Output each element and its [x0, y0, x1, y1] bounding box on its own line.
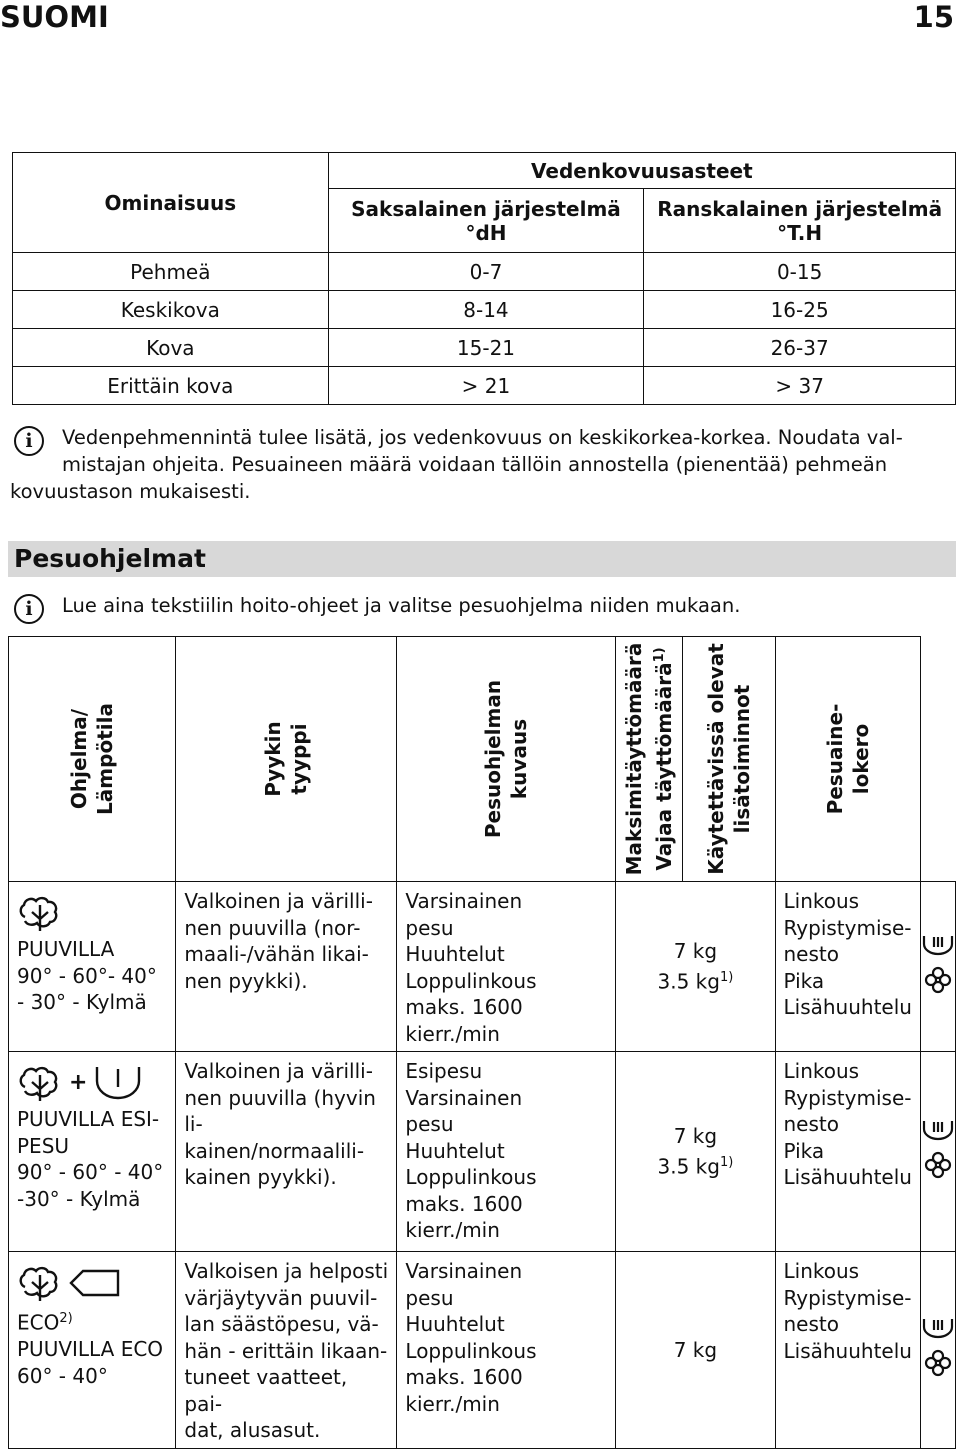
type-line: maali-/vähän likai-: [184, 942, 369, 966]
type-line: Valkoinen ja värilli-: [184, 1059, 373, 1083]
col-french-header: [644, 189, 956, 253]
type-line: Valkoisen ja helposti: [184, 1259, 389, 1283]
max-load: 7 kg: [673, 1124, 718, 1149]
footnote-mark: 1): [719, 1154, 734, 1170]
description-cell: [397, 1252, 616, 1449]
softener-compartment-icon: [923, 965, 953, 995]
description-line: kierr./min: [405, 1218, 500, 1242]
reduced-load-value: 3.5 kg: [657, 1154, 720, 1179]
program-name: PUUVILLA ECO: [17, 1337, 164, 1362]
options-cell: [775, 882, 921, 1052]
note-line: Vedenpehmennintä tulee lisätä, jos vedenkovuus on keskikorkea-korkea. Noudata val-: [62, 426, 903, 449]
detergent-cell: [921, 882, 956, 1052]
col-french-unit: °T.H: [777, 220, 823, 245]
type-line: lan säästöpesu, vä-: [184, 1312, 379, 1336]
type-line: dat, alusasut.: [184, 1418, 321, 1442]
type-line: nen puuvilla (nor-: [184, 915, 361, 940]
info-icon: i: [14, 594, 44, 624]
description-line: pesu: [405, 1112, 454, 1136]
program-cell: [9, 882, 176, 1052]
option-item: Lisähuuhtelu: [783, 1165, 912, 1189]
type-line: kainen/normaalili-: [184, 1138, 365, 1163]
description-cell: [397, 1052, 616, 1252]
table-row: [13, 253, 956, 291]
load-cell: [616, 882, 775, 1052]
note-line: kovuustason mukaisesti.: [10, 480, 251, 503]
description-line: maks. 1600: [405, 995, 523, 1019]
type-line: nen pyykki).: [184, 968, 308, 993]
option-item: nesto: [783, 942, 839, 966]
note-care-labels: Lue aina tekstiilin hoito-ohjeet ja valitse pesuohjelma niiden mukaan.: [62, 594, 741, 617]
option-item: Linkous: [783, 1059, 860, 1083]
description-line: Esipesu: [405, 1059, 483, 1083]
type-line: värjäytyvän puuvil-: [184, 1285, 378, 1310]
description-line: pesu: [405, 1285, 454, 1310]
type-line: Valkoinen ja värilli-: [184, 889, 373, 913]
cotton-icon: [17, 893, 63, 933]
language-label: SUOMI: [0, 0, 109, 34]
col-description-header: [397, 637, 616, 882]
header-line: Pesuaine-: [822, 703, 847, 815]
type-line: tuneet vaatteet, pai-: [184, 1365, 348, 1416]
option-item: Linkous: [783, 1259, 860, 1283]
reduced-load: [616, 965, 774, 995]
row-name: Pehmeä: [13, 253, 329, 291]
col-german-unit: °dH: [465, 220, 507, 245]
option-item: Rypistymise-: [783, 1085, 912, 1110]
cotton-icon: [17, 1063, 63, 1103]
header-line: lisätoiminnot: [729, 684, 754, 834]
table-row: [13, 291, 956, 329]
section-title: Pesuohjelmat: [14, 544, 206, 573]
col-detergent-header: [775, 637, 921, 882]
option-item: Linkous: [783, 889, 860, 913]
header-line: Käytettävissä olevat: [703, 643, 728, 875]
header-line: lokero: [848, 723, 873, 795]
col-options-header: [683, 637, 775, 882]
description-line: Huuhtelut: [405, 1312, 505, 1336]
description-line: kierr./min: [405, 1391, 500, 1416]
main-wash-compartment-icon: [921, 932, 955, 958]
option-item: Rypistymise-: [783, 1285, 912, 1310]
option-item: nesto: [783, 1112, 839, 1136]
detergent-cell: [921, 1052, 956, 1252]
program-name: PUUVILLA ESI-: [17, 1107, 160, 1131]
program-eco-label: ECO: [17, 1310, 60, 1335]
program-cell: [9, 1252, 176, 1449]
row-th: 16-25: [644, 291, 956, 329]
note-line: mistajan ohjeita. Pesuaineen määrä voidaan tällöin annostella (pienentää) pehmeän: [62, 453, 888, 476]
header-line: Pyykin: [261, 721, 286, 797]
reduced-load-value: 3.5 kg: [657, 969, 720, 994]
max-load: 7 kg: [673, 1337, 718, 1362]
water-hardness-table: [12, 152, 956, 405]
header-line: Pesuohjelman: [481, 679, 506, 839]
header-text: Vajaa täyttömäärä: [652, 662, 677, 871]
table-row: [13, 367, 956, 405]
type-cell: [176, 882, 397, 1052]
col-load-header: [616, 637, 683, 882]
row-dh: 0-7: [328, 253, 644, 291]
row-th: 26-37: [644, 329, 956, 367]
row-name: Keskikova: [13, 291, 329, 329]
footnote-mark: 1): [652, 647, 668, 663]
program-cell: [9, 1052, 176, 1252]
description-line: pesu: [405, 915, 454, 940]
option-item: Rypistymise-: [783, 915, 912, 940]
description-line: Varsinainen: [405, 1259, 523, 1283]
table-row: [13, 329, 956, 367]
prewash-icon: [93, 1063, 143, 1103]
type-line: hän - erittäin likaan-: [184, 1338, 388, 1363]
description-line: Varsinainen: [405, 889, 523, 913]
option-item: Pika: [783, 968, 825, 993]
softener-compartment-icon: [923, 1150, 953, 1180]
col-german-header: [328, 189, 644, 253]
row-name: Kova: [13, 329, 329, 367]
description-line: maks. 1600: [405, 1365, 523, 1389]
load-cell: [616, 1052, 775, 1252]
plus-sign: +: [69, 1069, 88, 1095]
note-softener: [10, 424, 903, 505]
option-item: nesto: [783, 1312, 839, 1336]
programs-table: [8, 636, 956, 1449]
load-cell: [616, 1252, 775, 1449]
header-line: Maksimitäyttömäärä: [622, 642, 647, 876]
description-line: Loppulinkous: [405, 968, 537, 993]
header-line: kuvaus: [507, 718, 532, 800]
page-number: 15: [913, 0, 954, 34]
footnote-mark: 1): [719, 969, 734, 985]
option-item: Lisähuuhtelu: [783, 995, 912, 1019]
type-line: nen puuvilla (hyvin li-: [184, 1085, 376, 1136]
table-row: [9, 1252, 956, 1449]
col-german-label: Saksalainen järjestelmä: [351, 196, 621, 221]
main-wash-compartment-icon: [921, 1117, 955, 1143]
col-program-header: [9, 637, 176, 882]
row-dh: 15-21: [328, 329, 644, 367]
program-temp: 60° - 40°: [17, 1363, 108, 1388]
program-eco: [17, 1306, 167, 1336]
program-name: PESU: [17, 1133, 70, 1158]
col-french-label: Ranskalainen järjestelmä: [657, 196, 943, 221]
header-line: Lämpötila: [93, 703, 118, 815]
type-cell: [176, 1052, 397, 1252]
table-row: [9, 882, 956, 1052]
header-line: [647, 643, 677, 876]
options-cell: [775, 1052, 921, 1252]
row-dh: 8-14: [328, 291, 644, 329]
type-line: kainen pyykki).: [184, 1165, 337, 1189]
program-temp: 90° - 60°- 40°: [17, 963, 157, 988]
description-line: Huuhtelut: [405, 1138, 505, 1163]
table-row: [9, 1052, 956, 1252]
description-line: Varsinainen: [405, 1085, 523, 1110]
info-icon: i: [14, 426, 44, 456]
section-header: [8, 541, 956, 577]
main-wash-compartment-icon: [921, 1315, 955, 1341]
header-line: Ohjelma/: [67, 708, 92, 810]
options-cell: [775, 1252, 921, 1449]
footnote-mark: 2): [59, 1311, 73, 1326]
col-type-header: [176, 637, 397, 882]
description-line: Huuhtelut: [405, 942, 505, 966]
col-feature-header: Ominaisuus: [13, 153, 329, 253]
row-name: Erittäin kova: [13, 367, 329, 405]
option-item: Lisähuuhtelu: [783, 1338, 912, 1363]
detergent-cell: [921, 1252, 956, 1449]
type-cell: [176, 1252, 397, 1449]
description-line: kierr./min: [405, 1021, 500, 1046]
description-line: Loppulinkous: [405, 1338, 537, 1363]
page-header: [0, 0, 960, 38]
description-line: maks. 1600: [405, 1191, 523, 1216]
reduced-load: [616, 1150, 774, 1180]
row-dh: > 21: [328, 367, 644, 405]
row-th: 0-15: [644, 253, 956, 291]
program-name: PUUVILLA: [17, 937, 115, 961]
option-item: Pika: [783, 1138, 825, 1163]
cotton-icon: [17, 1263, 63, 1303]
hardness-group-header: Vedenkovuusasteet: [328, 153, 955, 189]
eco-tag-icon: [69, 1268, 121, 1298]
description-cell: [397, 882, 616, 1052]
max-load: 7 kg: [673, 939, 718, 964]
program-temp: - 30° - Kylmä: [17, 990, 147, 1014]
program-temp: -30° - Kylmä: [17, 1186, 141, 1211]
program-temp: 90° - 60° - 40°: [17, 1160, 164, 1184]
row-th: > 37: [644, 367, 956, 405]
header-line: tyyppi: [287, 723, 312, 795]
description-line: Loppulinkous: [405, 1165, 537, 1189]
softener-compartment-icon: [923, 1348, 953, 1378]
